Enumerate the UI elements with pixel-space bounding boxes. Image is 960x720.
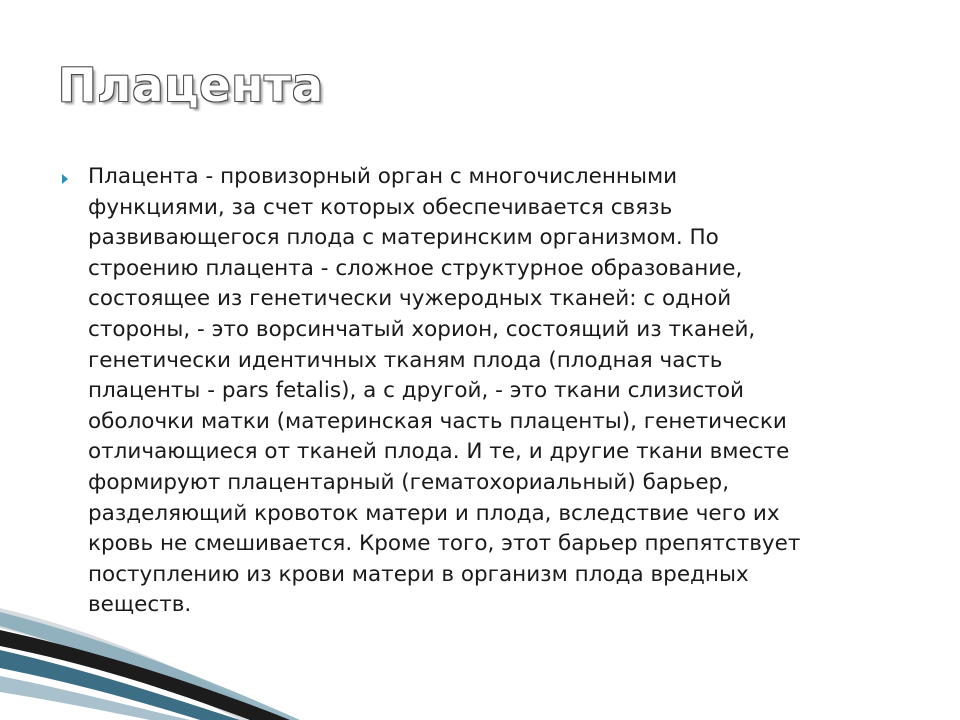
- paragraph-line: развивающегося плода с материнским организмом. По: [88, 225, 719, 251]
- paragraph-line: отличающиеся от тканей плода. И те, и другие ткани вместе: [88, 439, 790, 465]
- paragraph-line: генетически идентичных тканям плода (плодная часть: [88, 347, 723, 373]
- paragraph-line: поступлению из крови матери в организм плода вредных: [88, 561, 749, 587]
- paragraph-line: разделяющий кровоток матери и плода, вследствие чего их: [88, 500, 780, 526]
- bullet-arrow-icon: [62, 174, 68, 184]
- body-paragraph: [88, 162, 888, 621]
- paragraph-line: строению плацента - сложное структурное образование,: [88, 255, 743, 281]
- paragraph-line: Плацента - провизорный орган с многочисленными: [88, 164, 678, 189]
- paragraph-line: состоящее из генетически чужеродных тканей: с одной: [88, 286, 732, 312]
- paragraph-line: функциями, за счет которых обеспечивается связь: [88, 194, 673, 220]
- paragraph-line: плаценты - pars fetalis), а с другой, - это ткани слизистой: [88, 378, 744, 404]
- paragraph-line: формируют плацентарный (гематохориальный) барьер,: [88, 469, 730, 495]
- paragraph-line: оболочки матки (материнская часть плаценты), генетически: [88, 408, 787, 434]
- paragraph-line: веществ.: [88, 592, 192, 618]
- paragraph-line: стороны, - это ворсинчатый хорион, состоящий из тканей,: [88, 316, 756, 342]
- slide-title: Плацента: [58, 58, 325, 112]
- paragraph-line: кровь не смешивается. Кроме того, этот барьер препятствует: [88, 531, 801, 557]
- paragraph-text: [88, 162, 888, 621]
